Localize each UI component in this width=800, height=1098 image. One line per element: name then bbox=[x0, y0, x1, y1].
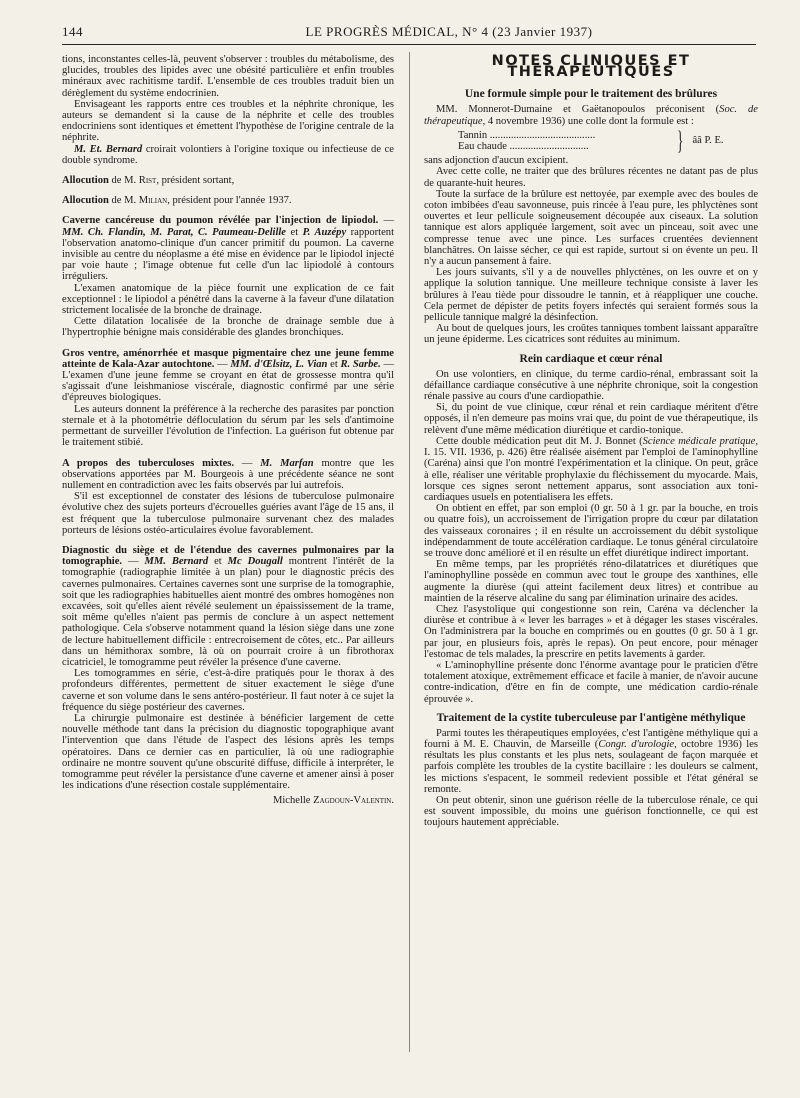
paragraph: S'il est exceptionnel de constater des lésions de tuberculose pulmonaire évolutive chez des sujets porteurs d'écrouelles guéries avant l'âge de 15 ans, il est fréquent que la tuberculose pulmonaire survenant chez des malades porteurs de lésions ostéo-articulaires évolue favorablement. bbox=[62, 491, 394, 536]
paragraph: L'examen anatomique de la pièce fournit une explication de ce fait exceptionnel : le lipiodol a pénétré dans la caverne à la faveur d'une dilatation strictement localisée de la bronche de drainage. bbox=[62, 282, 394, 317]
column-divider bbox=[409, 52, 410, 1052]
paragraph: Cette dilatation localisée de la bronche de drainage semble due à l'hypertrophie bénigne mais considérable des glandes bronchiques. bbox=[62, 316, 394, 339]
allocution-rist: Allocution de M. Rist, président sortant, bbox=[62, 175, 235, 187]
formula-line: Tannin ........................................ bbox=[458, 129, 596, 141]
paragraph: Les auteurs donnent la préférence à la recherche des parasites par ponction sternale et à la photométrie défloculation du sérum par les sels d'antimoine permettant de surveiller l'évolution de l'infection. La guérison fut obtenue par le traitement stibié. bbox=[62, 403, 394, 449]
page-number: 144 bbox=[62, 24, 83, 39]
paragraph: Les jours suivants, s'il y a de nouvelles phlyctènes, on les ouvre et on y applique la solution tannique. Une meilleure technique consiste à laver les brûlures à l'eau tiède pour dissoudre le tannin, et à réappliquer une couche. Cela permet de dépister de petits foyers infectés qui seraient formés sous la pellicule tannique malgré la désinfection. bbox=[424, 267, 758, 324]
paragraph: Cette double médication peut dit M. J. Bonnet (Science médicale pratique, I. 15. VII. 1936, p. 426) être réalisée aisément par l'emploi de l'aminophylline (Caréna) ainsi que l'on montré l'expérimentation et la clinique. On peut, grâce à elle, réaliser une véritable prophylaxie du fléchissement du myocarde. Mais, lorsque ces signes seront nettement apparus, sont association aux toni-cardiaques usuels en potentialisera les effets. bbox=[424, 435, 758, 503]
paragraph: Au bout de quelques jours, les croûtes tanniques tombent laissant apparaître un jeune épiderme. Les cicatrices sont réduites au minimum. bbox=[424, 323, 758, 346]
paragraph: On peut obtenir, sinon une guérison réelle de la tuberculose rénale, ce qui est souvent impossible, du moins une guérison fonctionnelle, ce qui est toujours hautement appréciable. bbox=[424, 794, 758, 829]
section-kala-azar: Gros ventre, aménorrhée et masque pigmentaire chez une jeune femme atteinte de Kala-Azar autochtone. — MM. d'Œlsitz, L. Vian et R. Sarbe. — L'examen d'une jeune femme se croyant en état de grossesse montra qu'il s'agissait d'une leishmaniose viscérale, diagnostic confirmé par une série d'épreuves biologiques. bbox=[62, 347, 395, 404]
brace: } bbox=[677, 126, 684, 156]
running-title: LE PROGRÈS MÉDICAL, N° 4 (23 Janvier 1937) bbox=[305, 24, 593, 39]
formula bbox=[458, 126, 758, 156]
paragraph: tions, inconstantes celles-là, peuvent s'observer : troubles du métabolisme, des glucides, troubles des lipides avec une obésité particulière et enfin troubles minéraux avec rachitisme tardif. L'ensemble de ces troubles traduit bien un dérèglement du système endocrinien. bbox=[62, 54, 394, 99]
signature: Michelle Zagdoun-Valentin. bbox=[273, 795, 394, 807]
section-caverne-cancereuse: Caverne cancéreuse du poumon révélée par l'injection de lipiodol. — MM. Ch. Flandin, M. Parat, C. Paumeau-Delille et P. Auzépy rapportent l'observation anatomo-clinique d'un cancer primitif du poumon. La caverne invisible au centre du néoplasme a été mise en évidence par le lipiodol injecté par voie haute ; l'image obtenue fut celle d'un lac lipiodolé à contours irréguliers. bbox=[62, 215, 395, 283]
section-tuberculoses-mixtes: A propos des tuberculoses mixtes. — M. Marfan montre que les observations apportées par M. Bourgeois à une précédente séance ne sont nullement en contradiction avec les faits observés par lui autrefois. bbox=[62, 457, 394, 491]
author: M. Et. Bernard bbox=[74, 143, 143, 155]
article-title: Une formule simple pour le traitement des brûlures bbox=[464, 88, 718, 101]
header-rule bbox=[62, 44, 756, 45]
section-tomographie: Diagnostic du siège et de l'étendue des cavernes pulmonaires par la tomographie. — MM. Bernard et Mc Dougall montrent l'intérêt de la tomographie (radiographie limitée à un plan) pour le diagnostic précis des cavernes pulmonaires. Certaines cavernes sont une surprise de la tomographie, soit que les radiographies habituelles aient montré des ombres homogènes non excavées, soit qu'elles aient révélé seulement un épaississement de la trame, soit même qu'elles n'aient pas permis de conclure à un aspect nettement pathologique. Cela s'observe notamment quand la lésion siège dans une zone de lecture habituellement difficile : entrecroisement de côtes, etc.. Par ailleurs dans un hémithorax sombre, là où on pourrait croire à un fibrothorax cicatriciel, le tomogramme peut révéler la présence d'une caverne. bbox=[62, 544, 395, 668]
article-title: Rein cardiaque et cœur rénal bbox=[519, 352, 663, 365]
allocution-milian: Allocution de M. Milian, président pour l'année 1937. bbox=[62, 195, 292, 207]
paragraph: « L'aminophylline présente donc l'énorme avantage pour le praticien d'être totalement atoxique, extrêmement efficace et facile à manier, de n'avoir aucune contre-indication, d'être en fin de compte, une médication cardio-rénale éprouvée ». bbox=[424, 659, 758, 705]
right-column bbox=[424, 54, 758, 829]
paragraph: On obtient en effet, par son emploi (0 gr. 50 à 1 gr. par la bouche, en trois ou quatre fois), un accroissement de l'irrigation propre du cœur par dilatation des vaisseaux coronaires ; il en résulte un accroissement du débit systolique indépendamment de toute accélération cardiaque. Le tonus général circulatoire se trouve donc amélioré et il en résulte un effet diurétique indirect important. bbox=[424, 503, 758, 559]
paragraph: Chez l'asystolique qui congestionne son rein, Caréna va déclencher la diurèse et contribue à « lever les barrages » et à dégager les stases viscérales. On l'administrera par la bouche en comprimés ou en gouttes (0 gr. 50 à 1 gr. par jour, en plusieurs fois, après le repas). On peut encore, pour ménager l'estomac de tels malades, la prescrire en petits lavements à garder. bbox=[424, 603, 758, 660]
paragraph: On use volontiers, en clinique, du terme cardio-rénal, embrassant soit la défaillance cardiaque consécutive à une néphrite chronique, soit la congestion rénale passive au cours d'une cardiopathie. bbox=[424, 368, 758, 403]
paragraph: En même temps, par les propriétés réno-dilatatrices et diurétiques que l'aminophylline possède en commun avec tout le groupe des xanthines, elle augmente la diurèse (qui atteint facilement deux litres) et contribue au maintien de la réserve alcaline du sang par élimination urinaire des acides. bbox=[424, 559, 758, 604]
paragraph: M. Et. Bernard croirait volontiers à l'origine toxique ou infectieuse de ce double syndrome. bbox=[62, 143, 394, 166]
rubric-title: NOTES CLINIQUES ET THÉRAPEUTIQUES bbox=[491, 53, 691, 81]
paragraph: Toute la surface de la brûlure est nettoyée, par exemple avec des boules de coton imbibées d'eau savonneuse, puis rincée à l'eau pure, les phlyctènes sont ouvertes et leur pellicule soigneusement découpée aux ciseaux. La solution tannique est alors appliquée largement, soit avec un pinceau, soit avec une compresse tenue avec une pince. Les surfaces cruentées deviennent blanchâtres. On laisse sécher, ce qui est rapide, surtout si on évente un peu. Il n'y a aucun pansement à faire. bbox=[424, 188, 758, 268]
paragraph: Envisageant les rapports entre ces troubles et la néphrite chronique, les auteurs se demandent si la cause de la néphrite et celle des troubles endocriniens sont identiques et émettent l'hypothèse de l'origine centrale de la néphrite. bbox=[62, 98, 394, 144]
left-column bbox=[62, 54, 394, 807]
formula-quantity: ââ P. E. bbox=[692, 135, 724, 147]
paragraph: sans adjonction d'aucun excipient. bbox=[424, 155, 569, 167]
formula-line: Eau chaude .............................. bbox=[458, 141, 589, 153]
paragraph: Parmi toutes les thérapeutiques employées, c'est l'antigène méthylique qui a fourni à M. E. Chauvin, de Marseille (Congr. d'urologie, octobre 1936) les résultats les plus constants et les plus nets, soulageant de façon marquée et parfois complète les troubles de la cystite bacillaire : les douleurs se calment, les mictions s'espacent, le sommeil redevient possible et l'état général se remonte. bbox=[424, 727, 758, 795]
paragraph: Si, du point de vue clinique, cœur rénal et rein cardiaque méritent d'être opposés, il n'en demeure pas moins vrai que, du point de vue thérapeutique, ils relèvent d'une même médication diurétique et cardio-tonique. bbox=[424, 402, 758, 436]
paragraph: MM. Monnerot-Dumaine et Gaëtanopoulos préconisent (Soc. de thérapeutique, 4 novembre 1936) une colle dont la formule est : bbox=[424, 104, 758, 127]
paragraph: La chirurgie pulmonaire est destinée à bénéficier largement de cette nouvelle méthode tant dans la précision du diagnostic topographique avant l'intervention que dans l'étude de l'aspect des lésions après les temps opératoires. Dans ce dernier cas en particulier, là où une radiographie ordinaire ne montre souvent qu'une obscurité diffuse, difficile à interpréter, le tomogramme peut révéler la persistance d'une caverne et amener ainsi à poser les indications d'une résection costale supplémentaire. bbox=[62, 712, 394, 792]
paragraph: Avec cette colle, ne traiter que des brûlures récentes ne datant pas de plus de quarante-huit heures. bbox=[424, 166, 758, 189]
paragraph: Les tomogrammes en série, c'est-à-dire pratiqués pour le thorax à des profondeurs différentes, permettent de situer exactement le siège d'une caverne et son volume dans le sens antéro-postérieur. Il faut noter à ce sujet la fréquence du siège postérieur des cavernes. bbox=[62, 668, 394, 713]
article-title: Traitement de la cystite tuberculeuse par l'antigène méthylique bbox=[436, 711, 746, 724]
